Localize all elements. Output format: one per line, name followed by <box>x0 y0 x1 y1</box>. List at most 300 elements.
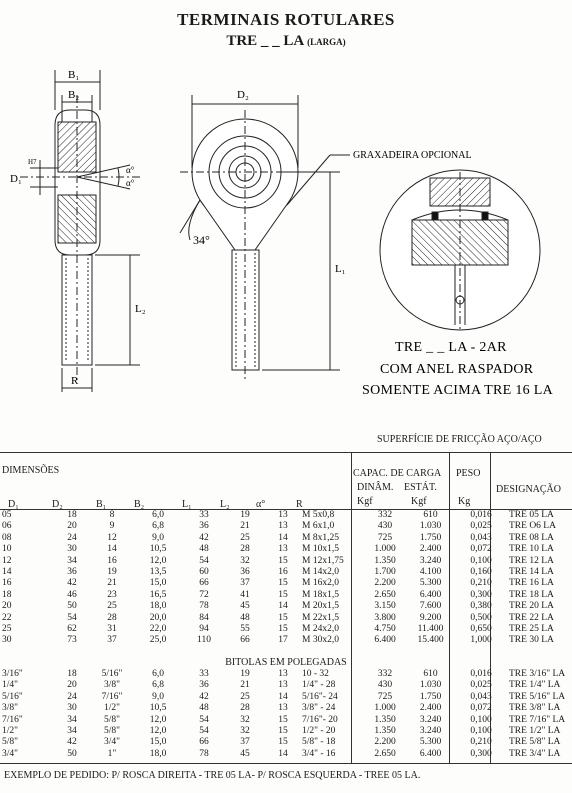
table-row <box>0 533 572 544</box>
cell-weight: 0,380 <box>470 601 492 612</box>
cell-b1: 19 <box>107 567 117 578</box>
cell-dyn: 332 <box>377 510 393 520</box>
cell-dyn: 1.350 <box>374 726 396 737</box>
table-row <box>0 692 572 703</box>
cell-designation: TRE 18 LA <box>509 589 554 600</box>
cell-d2: 20 <box>67 680 77 691</box>
cell-alpha: 15 <box>278 555 288 566</box>
caption-scraper: COM ANEL RASPADOR <box>380 362 534 377</box>
table-row <box>0 737 572 748</box>
label-alpha-top: α° <box>126 165 135 175</box>
cell-b1: 9 <box>109 521 115 532</box>
col-alpha: α° <box>256 499 266 510</box>
cell-weight: 0,210 <box>470 578 492 589</box>
cell-stat: 1.030 <box>419 680 442 691</box>
cell-designation: TRE 22 LA <box>509 612 554 623</box>
cell-alpha: 14 <box>278 748 288 759</box>
label-b2: B₂ <box>68 89 80 101</box>
cell-designation: TRE 20 LA <box>509 601 554 612</box>
cell-d2: 18 <box>67 669 77 679</box>
detail-view <box>380 170 540 330</box>
label-l2: L₂ <box>135 303 146 315</box>
table-bottom-rule <box>0 763 572 764</box>
cell-b2: 10,5 <box>149 544 167 555</box>
cell-weight: 0,072 <box>470 703 492 714</box>
cell-d2: 46 <box>67 589 77 600</box>
table-row <box>0 544 572 555</box>
cell-designation: TRE 10 LA <box>509 544 554 555</box>
cell-d1: 3/16" <box>2 669 23 679</box>
cell-d2: 42 <box>67 737 77 748</box>
cell-designation: TRE 3/16" LA <box>509 669 566 679</box>
inch-specs-table <box>0 669 572 760</box>
cell-l1: 84 <box>199 612 209 623</box>
cell-alpha: 15 <box>278 612 288 623</box>
cell-l2: 66 <box>240 635 250 646</box>
dynamic-header: DINÂM. <box>357 482 394 493</box>
cell-stat: 2.400 <box>419 703 442 714</box>
cell-stat: 4.100 <box>419 567 442 578</box>
cell-l1: 60 <box>199 567 209 578</box>
cell-l1: 36 <box>199 521 209 532</box>
cell-l1: 66 <box>199 737 209 748</box>
cell-d1: 08 <box>2 532 12 543</box>
cell-alpha: 13 <box>278 544 288 555</box>
cell-r: 7/16"- 20 <box>302 714 338 725</box>
cell-l2: 21 <box>240 680 250 691</box>
cell-alpha: 15 <box>278 624 288 635</box>
cell-r: M 18x1,5 <box>302 589 339 600</box>
cell-designation: TRE 3/8" LA <box>509 703 561 714</box>
cell-b2: 9,0 <box>152 691 164 702</box>
cell-alpha: 13 <box>278 680 288 691</box>
cell-d2: 34 <box>67 714 77 725</box>
cell-dyn: 430 <box>377 521 393 532</box>
static-header: ESTÁT. <box>404 482 437 493</box>
table-row <box>0 669 572 680</box>
cell-l2: 28 <box>240 544 250 555</box>
cell-r: M 16x2,0 <box>302 578 339 589</box>
cell-b2: 15,0 <box>149 737 167 748</box>
cell-d1: 1/2" <box>2 726 19 737</box>
cell-d1: 06 <box>2 521 12 532</box>
weight-header: PESO <box>456 468 481 479</box>
cell-stat: 610 <box>423 510 438 520</box>
cell-alpha: 15 <box>278 578 288 589</box>
unit-kgf-dynamic: Kgf <box>357 496 373 507</box>
col-l2: L₂ <box>220 499 230 510</box>
cell-designation: TRE 08 LA <box>509 532 554 543</box>
cell-d2: 20 <box>67 521 77 532</box>
cell-stat: 3.240 <box>419 555 442 566</box>
cell-r: 10 - 32 <box>302 669 329 679</box>
label-b1: B₁ <box>68 69 80 81</box>
cell-alpha: 16 <box>278 567 288 578</box>
table-row <box>0 749 572 760</box>
cell-b1: 5/8" <box>103 714 121 725</box>
cell-weight: 0,025 <box>470 521 492 532</box>
cell-l1: 42 <box>199 532 209 543</box>
cell-alpha: 13 <box>278 669 288 679</box>
cell-b2: 25,0 <box>149 635 167 646</box>
cell-stat: 3.240 <box>419 726 442 737</box>
cell-alpha: 13 <box>278 510 288 520</box>
table-row <box>0 703 572 714</box>
cell-b1: 1" <box>107 748 117 759</box>
cell-l2: 36 <box>240 567 250 578</box>
side-view <box>20 70 140 392</box>
cell-dyn: 725 <box>377 691 393 702</box>
cell-b2: 18,0 <box>149 601 167 612</box>
table-row <box>0 624 572 635</box>
cell-dyn: 1.350 <box>374 714 396 725</box>
cell-dyn: 2.650 <box>374 589 396 600</box>
cell-l1: 42 <box>199 691 209 702</box>
cell-dyn: 2.650 <box>374 748 396 759</box>
col-d1: D₁ <box>8 499 19 510</box>
cell-b1: 5/16" <box>101 669 123 679</box>
cell-weight: 0,100 <box>470 555 492 566</box>
cell-stat: 9.200 <box>419 612 442 623</box>
cell-d2: 18 <box>67 510 77 520</box>
unit-kgf-static: Kgf <box>411 496 427 507</box>
cell-d1: 12 <box>2 555 12 566</box>
cell-r: M 30x2,0 <box>302 635 339 646</box>
cell-l2: 45 <box>240 601 250 612</box>
cell-stat: 1.030 <box>419 521 442 532</box>
cell-l1: 110 <box>197 635 211 646</box>
cell-designation: TRE 3/4" LA <box>509 748 561 759</box>
label-angle: 34° <box>193 233 210 247</box>
capacity-header: CAPAC. DE CARGA <box>353 468 442 479</box>
cell-r: M 6x1,0 <box>302 521 335 532</box>
cell-alpha: 13 <box>278 521 288 532</box>
cell-b1: 21 <box>107 578 117 589</box>
cell-l2: 45 <box>240 748 250 759</box>
specs-table <box>0 510 572 647</box>
cell-l1: 33 <box>199 669 209 679</box>
cell-d1: 25 <box>2 624 12 635</box>
dimensions-header: DIMENSÕES <box>2 465 60 476</box>
cell-d2: 54 <box>67 612 77 623</box>
table-row <box>0 567 572 578</box>
order-example: EXEMPLO DE PEDIDO: P/ ROSCA DIREITA - TRE 05 LA- P/ ROSCA ESQUERDA - TREE 05 LA. <box>4 770 421 781</box>
cell-b2: 6,0 <box>152 669 164 679</box>
cell-d1: 22 <box>2 612 12 623</box>
cell-l1: 33 <box>199 510 209 520</box>
cell-b1: 5/8" <box>103 726 121 737</box>
cell-b1: 25 <box>107 601 117 612</box>
col-b1: B₁ <box>96 499 107 510</box>
cell-dyn: 3.800 <box>374 612 396 623</box>
cell-stat: 610 <box>423 669 438 679</box>
cell-r: 3/8" - 24 <box>302 703 336 714</box>
model-suffix: (LARGA) <box>307 37 346 47</box>
cell-d1: 30 <box>2 635 12 646</box>
label-d1: D₁ <box>10 173 22 185</box>
label-grease: GRAXADEIRA OPCIONAL <box>353 150 472 161</box>
cell-stat: 7.600 <box>419 601 442 612</box>
cell-b1: 8 <box>109 510 115 520</box>
cell-r: 5/16"- 24 <box>302 691 338 702</box>
table-row <box>0 613 572 624</box>
cell-dyn: 725 <box>377 532 393 543</box>
cell-d1: 16 <box>2 578 12 589</box>
cell-stat: 6.400 <box>419 748 442 759</box>
cell-weight: 0,072 <box>470 544 492 555</box>
table-row <box>0 556 572 567</box>
cell-weight: 0,043 <box>470 532 492 543</box>
cell-b2: 20,0 <box>149 612 167 623</box>
cell-weight: 0,100 <box>470 714 492 725</box>
cell-dyn: 1.350 <box>374 555 396 566</box>
cell-stat: 6.400 <box>419 589 442 600</box>
cell-l1: 54 <box>199 555 209 566</box>
cell-b1: 14 <box>107 544 117 555</box>
cell-b1: 23 <box>107 589 117 600</box>
inch-section-title: BITOLAS EM POLEGADAS <box>225 657 347 668</box>
cell-designation: TRE 1/2" LA <box>509 726 561 737</box>
caption-note: SOMENTE ACIMA TRE 16 LA <box>362 383 553 398</box>
cell-r: M 24x2,0 <box>302 624 339 635</box>
cell-alpha: 14 <box>278 691 288 702</box>
cell-b1: 7/16" <box>101 691 123 702</box>
cell-l2: 25 <box>240 532 250 543</box>
friction-surface: SUPERFÍCIE DE FRICÇÃO AÇO/AÇO <box>377 434 542 445</box>
cell-weight: 0,016 <box>470 510 492 520</box>
cell-r: M 8x1,25 <box>302 532 339 543</box>
label-d2: D₂ <box>237 89 249 101</box>
cell-l1: 54 <box>199 726 209 737</box>
cell-l1: 66 <box>199 578 209 589</box>
cell-stat: 5.300 <box>419 737 442 748</box>
cell-stat: 3.240 <box>419 714 442 725</box>
table-row <box>0 635 572 646</box>
cell-designation: TRE 16 LA <box>509 578 554 589</box>
cell-alpha: 15 <box>278 737 288 748</box>
cell-b1: 12 <box>107 532 117 543</box>
cell-d2: 42 <box>67 578 77 589</box>
cell-weight: 0,043 <box>470 691 492 702</box>
cell-stat: 5.300 <box>419 578 442 589</box>
cell-b2: 6,0 <box>152 510 164 520</box>
cell-dyn: 2.200 <box>374 578 396 589</box>
cell-b2: 12,0 <box>149 726 167 737</box>
cell-designation: TRE 1/4" LA <box>509 680 561 691</box>
cell-weight: 0,210 <box>470 737 492 748</box>
designation-header: DESIGNAÇÃO <box>496 484 561 495</box>
cell-weight: 0,016 <box>470 669 492 679</box>
cell-l2: 41 <box>240 589 250 600</box>
cell-l2: 37 <box>240 578 250 589</box>
cell-weight: 1,000 <box>470 635 492 646</box>
cell-l1: 48 <box>199 703 209 714</box>
cell-b1: 37 <box>107 635 117 646</box>
cell-d1: 7/16" <box>2 714 23 725</box>
cell-d2: 73 <box>67 635 77 646</box>
table-row <box>0 715 572 726</box>
cell-d1: 14 <box>2 567 12 578</box>
cell-b2: 10,5 <box>149 703 167 714</box>
unit-kg: Kg <box>458 496 471 507</box>
cell-l2: 28 <box>240 703 250 714</box>
cell-designation: TRE 7/16" LA <box>509 714 566 725</box>
cell-b1: 3/8" <box>103 680 121 691</box>
table-top-rule <box>0 452 572 453</box>
cell-r: M 22x1,5 <box>302 612 339 623</box>
cell-l2: 21 <box>240 521 250 532</box>
cell-r: M 10x1,5 <box>302 544 339 555</box>
cell-r: M 12x1,75 <box>302 555 344 566</box>
cell-stat: 1.750 <box>419 691 442 702</box>
cell-d2: 50 <box>67 601 77 612</box>
col-b2: B₂ <box>134 499 145 510</box>
cell-dyn: 1.000 <box>374 703 396 714</box>
table-row <box>0 590 572 601</box>
label-alpha-bottom: α° <box>126 178 135 188</box>
cell-l1: 78 <box>199 748 209 759</box>
cell-dyn: 1.000 <box>374 544 396 555</box>
cell-r: M 20x1,5 <box>302 601 339 612</box>
cell-dyn: 1.700 <box>374 567 396 578</box>
cell-b2: 12,0 <box>149 714 167 725</box>
cell-r: 5/8" - 18 <box>302 737 336 748</box>
cell-b2: 6,8 <box>152 680 164 691</box>
table-row <box>0 521 572 532</box>
cell-l1: 78 <box>199 601 209 612</box>
cell-alpha: 14 <box>278 601 288 612</box>
col-d2: D₂ <box>52 499 63 510</box>
cell-stat: 1.750 <box>419 532 442 543</box>
cell-d1: 3/4" <box>2 748 19 759</box>
cell-d1: 3/8" <box>2 703 19 714</box>
cell-b1: 31 <box>107 624 117 635</box>
caption-model: TRE _ _ LA - 2AR <box>395 340 507 355</box>
cell-l2: 32 <box>240 714 250 725</box>
cell-d1: 20 <box>2 601 12 612</box>
cell-designation: TRE 25 LA <box>509 624 554 635</box>
label-r: R <box>71 375 79 387</box>
cell-weight: 0,300 <box>470 748 492 759</box>
cell-alpha: 17 <box>278 635 288 646</box>
cell-dyn: 6.400 <box>374 635 396 646</box>
cell-b2: 22,0 <box>149 624 167 635</box>
cell-weight: 0,300 <box>470 589 492 600</box>
page-title: TERMINAIS ROTULARES <box>177 10 395 29</box>
cell-d2: 24 <box>67 532 77 543</box>
cell-weight: 0,025 <box>470 680 492 691</box>
cell-alpha: 15 <box>278 726 288 737</box>
cell-b1: 16 <box>107 555 117 566</box>
cell-alpha: 15 <box>278 589 288 600</box>
cell-l2: 37 <box>240 737 250 748</box>
cell-d2: 34 <box>67 555 77 566</box>
cell-b2: 16,5 <box>149 589 167 600</box>
cell-d2: 30 <box>67 544 77 555</box>
cell-weight: 0,160 <box>470 567 492 578</box>
cell-weight: 0,100 <box>470 726 492 737</box>
cell-weight: 0,650 <box>470 624 492 635</box>
cell-l1: 72 <box>199 589 209 600</box>
cell-d2: 34 <box>67 726 77 737</box>
label-h7: H7 <box>28 158 37 166</box>
cell-b2: 9,0 <box>152 532 164 543</box>
cell-d2: 30 <box>67 703 77 714</box>
cell-designation: TRE 12 LA <box>509 555 554 566</box>
cell-designation: TRE 14 LA <box>509 567 554 578</box>
cell-d2: 50 <box>67 748 77 759</box>
cell-d2: 36 <box>67 567 77 578</box>
table-row <box>0 726 572 737</box>
cell-l1: 94 <box>199 624 209 635</box>
label-l1: L₁ <box>335 263 346 275</box>
cell-d2: 24 <box>67 691 77 702</box>
cell-r: 1/2" - 20 <box>302 726 336 737</box>
cell-b2: 13,5 <box>149 567 167 578</box>
cell-d1: 1/4" <box>2 680 19 691</box>
cell-l2: 48 <box>240 612 250 623</box>
cell-dyn: 4.750 <box>374 624 396 635</box>
cell-r: M 5x0,8 <box>302 510 335 520</box>
cell-b1: 1/2" <box>103 703 121 714</box>
cell-stat: 15.400 <box>417 635 444 646</box>
cell-b1: 28 <box>107 612 117 623</box>
cell-b2: 15,0 <box>149 578 167 589</box>
cell-d2: 62 <box>67 624 77 635</box>
cell-designation: TRE 5/8" LA <box>509 737 561 748</box>
model-code: TRE _ _ LA <box>226 33 304 49</box>
cell-l2: 19 <box>240 669 250 679</box>
cell-alpha: 13 <box>278 703 288 714</box>
cell-b2: 6,8 <box>152 521 164 532</box>
cell-l2: 32 <box>240 726 250 737</box>
cell-d1: 18 <box>2 589 12 600</box>
cell-b2: 18,0 <box>149 748 167 759</box>
cell-l2: 19 <box>240 510 250 520</box>
cell-l2: 25 <box>240 691 250 702</box>
cell-designation: TRE 30 LA <box>509 635 554 646</box>
cell-b1: 3/4" <box>103 737 121 748</box>
cell-dyn: 2.200 <box>374 737 396 748</box>
cell-r: 1/4" - 28 <box>302 680 336 691</box>
table-row <box>0 510 572 521</box>
cell-weight: 0,500 <box>470 612 492 623</box>
cell-r: M 14x2,0 <box>302 567 339 578</box>
cell-l2: 55 <box>240 624 250 635</box>
cell-alpha: 15 <box>278 714 288 725</box>
cell-l1: 36 <box>199 680 209 691</box>
cell-b2: 12,0 <box>149 555 167 566</box>
cell-designation: TRE 5/16" LA <box>509 691 566 702</box>
cell-designation: TRE 05 LA <box>509 510 554 520</box>
cell-r: 3/4" - 16 <box>302 748 336 759</box>
col-l1: L₁ <box>182 499 192 510</box>
table-row <box>0 680 572 691</box>
cell-designation: TRE O6 LA <box>509 521 556 532</box>
cell-d1: 5/16" <box>2 691 23 702</box>
table-row <box>0 578 572 589</box>
cell-d1: 10 <box>2 544 12 555</box>
cell-l1: 54 <box>199 714 209 725</box>
cell-l1: 48 <box>199 544 209 555</box>
cell-dyn: 430 <box>377 680 393 691</box>
cell-alpha: 14 <box>278 532 288 543</box>
table-row <box>0 601 572 612</box>
cell-stat: 11.400 <box>417 624 444 635</box>
cell-stat: 2.400 <box>419 544 442 555</box>
col-r: R <box>296 499 303 510</box>
cell-dyn: 3.150 <box>374 601 396 612</box>
